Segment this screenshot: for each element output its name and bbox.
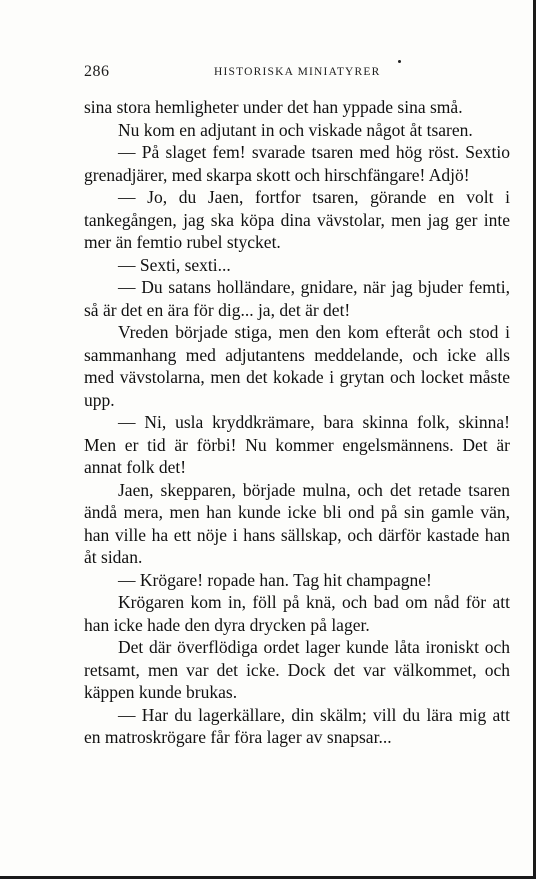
paragraph: — På slaget fem! svarade tsaren med hög röst. Sextio grenadjärer, med skarpa skott och hirschfängare! Adjö! — [84, 142, 510, 185]
paragraph: — Ni, usla kryddkrämare, bara skinna folk, skinna! Men er tid är förbi! Nu kommer engelsmännens. Det är annat folk det! — [84, 412, 510, 477]
paragraph: sina stora hemligheter under det han yppade sina små. — [84, 97, 463, 117]
running-title: HISTORISKA MINIATYRER — [214, 66, 381, 78]
paragraph: — Sexti, sexti... — [118, 254, 231, 275]
paragraph: Det där överflödiga ordet lager kunde låta ironiskt och retsamt, men var det icke. Dock det var välkommet, och käppen kunde brukas. — [84, 637, 510, 702]
body-text — [84, 96, 510, 749]
paragraph: — Krögare! ropade han. Tag hit champagne! — [118, 569, 432, 590]
paragraph: Vreden började stiga, men den kom efteråt och stod i sammanhang med adjutantens meddelande, och icke alls med vävstolarna, men det kokade i grytan och locket måste upp. — [84, 322, 510, 410]
page-header — [84, 63, 510, 83]
paragraph: Nu kom en adjutant in och viskade något åt tsaren. — [118, 119, 473, 140]
page-number: 286 — [84, 63, 110, 80]
paragraph: — Du satans holländare, gnidare, när jag bjuder femti, så är det en ära för dig... ja, det är det! — [84, 277, 510, 320]
print-speck — [398, 60, 401, 63]
paragraph: Jaen, skepparen, började mulna, och det retade tsaren ändå mera, men han kunde icke bli ond på sin gamle vän, han ville ha ett nöje i hans sällskap, och därför kastade han åt sidan. — [84, 479, 510, 567]
paragraph: — Jo, du Jaen, fortfor tsaren, görande en volt i tankegången, jag ska köpa dina vävstolar, men jag ger inte mer än femtio rubel stycket. — [84, 187, 510, 252]
paragraph: Krögaren kom in, föll på knä, och bad om nåd för att han icke hade den dyra drycken på lager. — [84, 592, 510, 635]
paragraph: — Har du lagerkällare, din skälm; vill du lära mig att en matroskrögare får föra lager av snapsar... — [84, 704, 510, 747]
